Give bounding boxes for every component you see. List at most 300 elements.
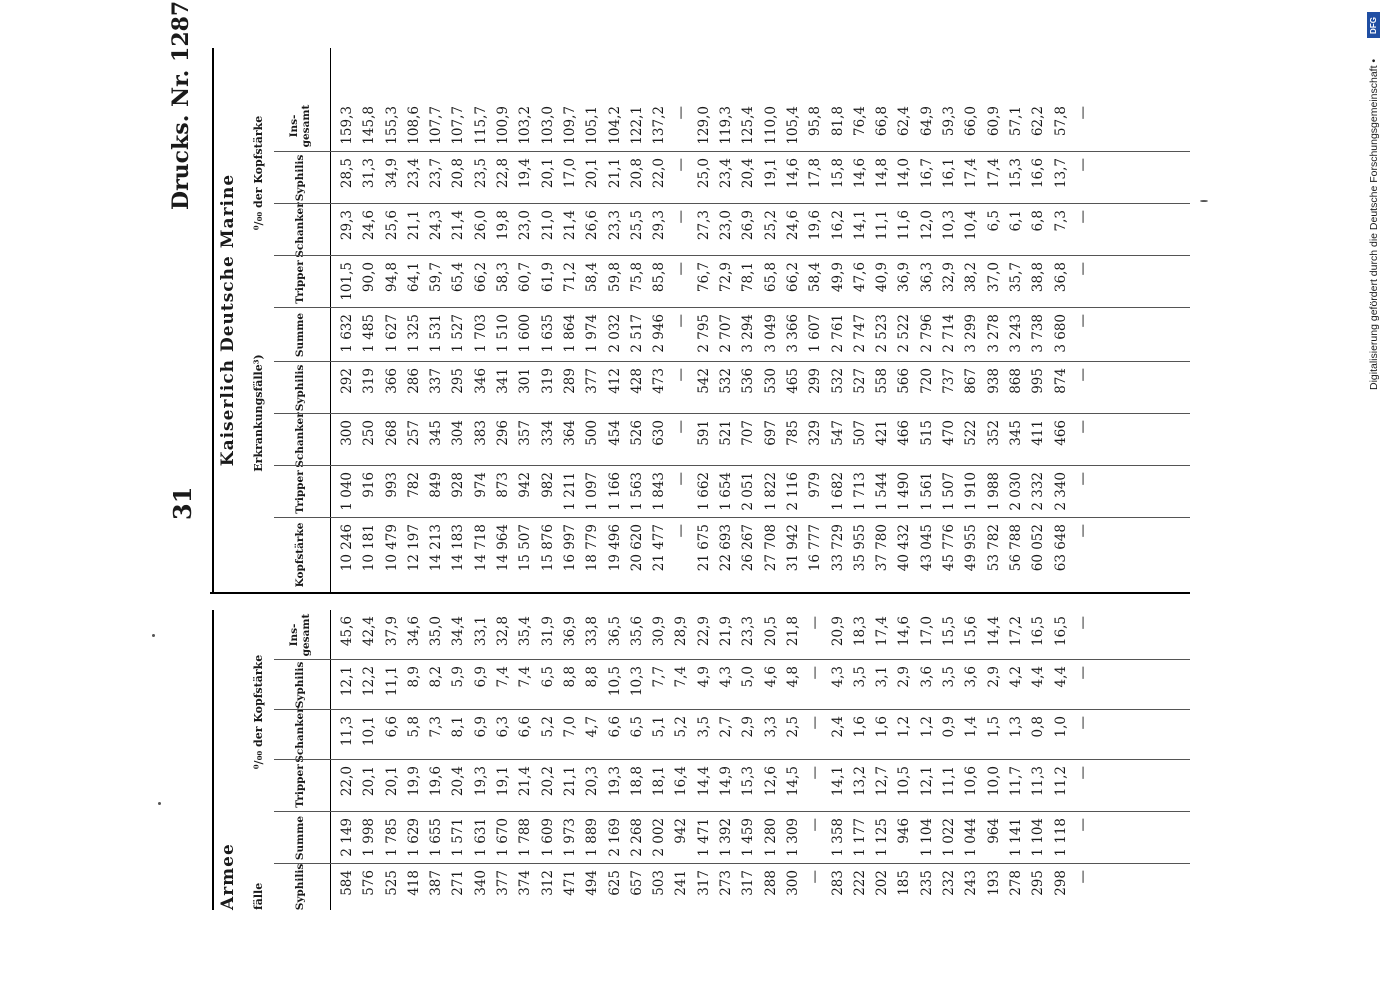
navy-header-0: Kopfstärke [274, 517, 328, 592]
table-cell: 7,4 [517, 666, 534, 688]
table-cell: 37,9 [383, 616, 400, 647]
table-cell: 3,5 [851, 666, 868, 688]
table-cell: 40,9 [874, 262, 891, 293]
table-cell: 979 [807, 472, 824, 498]
table-cell: 31,9 [539, 616, 556, 647]
table-cell: 26,9 [740, 210, 757, 241]
table-cell: 1 788 [517, 818, 534, 857]
table-cell: 1 632 [339, 314, 355, 353]
table-cell: 1 490 [896, 472, 913, 511]
table-cell: 737 [941, 368, 958, 394]
table-cell: 22,9 [695, 616, 712, 647]
table-cell: 21,4 [450, 210, 467, 241]
table-cell: 49 955 [963, 524, 980, 572]
table-cell: 2 795 [695, 314, 712, 353]
table-cell: 5,0 [740, 666, 757, 688]
army-header-4: Syphilis [274, 659, 328, 710]
table-cell: 45 776 [941, 524, 958, 572]
table-cell: 38,2 [963, 262, 980, 293]
table-cell: 14,6 [896, 616, 913, 647]
table-cell: 58,4 [584, 262, 601, 293]
table-cell: 5,2 [673, 716, 690, 738]
table-cell: 3 243 [1007, 314, 1024, 353]
table-cell: 21,0 [539, 210, 556, 241]
table-cell: 6,6 [517, 716, 534, 738]
navy-column-5 [336, 256, 1094, 308]
table-cell: 101,5 [339, 262, 355, 301]
table-cell: 36,8 [1052, 262, 1069, 293]
dfg-logo-text: DFG [1369, 16, 1379, 34]
table-cell: 1 280 [762, 818, 779, 857]
navy-column-7 [336, 152, 1094, 204]
table-cell: 2 268 [628, 818, 645, 857]
table-cell: — [1074, 616, 1091, 630]
table-cell: 94,8 [383, 262, 400, 293]
table-cell: 58,4 [807, 262, 824, 293]
table-cell: 27,3 [695, 210, 712, 241]
table-cell: 62,4 [896, 106, 913, 137]
table-cell: 2,9 [985, 666, 1002, 688]
table-cell: 507 [851, 420, 868, 446]
table-cell: 874 [1052, 368, 1069, 394]
table-cell: 357 [517, 420, 534, 446]
table-cell: 10,3 [941, 210, 958, 241]
navy-header-6: Schanker [274, 203, 328, 256]
table-cell: 20,1 [361, 766, 378, 797]
table-cell: 286 [405, 368, 422, 394]
table-cell: 22,0 [651, 158, 668, 189]
table-cell: 11,7 [1007, 766, 1024, 797]
table-cell: 387 [428, 870, 445, 896]
table-cell: 3,6 [918, 666, 935, 688]
table-cell: 412 [606, 368, 623, 394]
table-cell: 21,1 [561, 766, 578, 797]
table-cell: 329 [807, 420, 824, 446]
table-cell: 10,4 [963, 210, 980, 241]
table-cell: 1 843 [651, 472, 668, 511]
table-cell: 697 [762, 420, 779, 446]
army-header-5: Ins-gesamt [288, 613, 312, 657]
army-column-5 [336, 610, 1094, 660]
army-header-0: Syphilis [274, 863, 328, 910]
army-table [210, 610, 1190, 910]
table-cell: 1 531 [428, 314, 445, 353]
table-cell: 18,8 [628, 766, 645, 797]
table-cell: 6,9 [472, 666, 489, 688]
table-cell: 37,0 [985, 262, 1002, 293]
table-cell: 317 [695, 870, 712, 896]
table-cell: 4,3 [829, 666, 846, 688]
table-cell: — [1074, 314, 1091, 328]
table-cell: 40 432 [896, 524, 913, 572]
table-cell: 21,4 [517, 766, 534, 797]
table-cell: 25,5 [628, 210, 645, 241]
table-cell: 946 [896, 818, 913, 844]
table-cell: 21,1 [606, 158, 623, 189]
table-cell: 31 942 [784, 524, 801, 572]
table-cell: 1 527 [450, 314, 467, 353]
table-cell: 278 [1007, 870, 1024, 896]
navy-header-3: Syphilis [274, 361, 328, 414]
table-cell: 782 [405, 472, 422, 498]
table-cell: 5,1 [651, 716, 668, 738]
table-cell: — [807, 716, 824, 730]
table-cell: 3 366 [784, 314, 801, 353]
table-cell: 785 [784, 420, 801, 446]
table-cell: 14,1 [851, 210, 868, 241]
table-cell: 95,8 [807, 106, 824, 137]
navy-column-3 [336, 362, 1094, 414]
table-cell: 377 [584, 368, 601, 394]
table-cell: 1 104 [1030, 818, 1047, 857]
table-cell: 21,1 [405, 210, 422, 241]
table-cell: 14,0 [896, 158, 913, 189]
table-cell: 6,5 [985, 210, 1002, 232]
table-cell: 2 523 [874, 314, 891, 353]
table-cell: 21,4 [561, 210, 578, 241]
table-cell: 16,1 [941, 158, 958, 189]
table-cell: 2 796 [918, 314, 935, 353]
table-cell: 20 620 [628, 524, 645, 572]
army-column-3 [336, 710, 1094, 760]
army-column-1 [336, 812, 1094, 864]
table-cell: 12,7 [874, 766, 891, 797]
table-cell: 30,9 [651, 616, 668, 647]
table-cell: 36,3 [918, 262, 935, 293]
table-cell: 35,0 [428, 616, 445, 647]
table-cell: 536 [740, 368, 757, 394]
table-cell: — [1074, 870, 1091, 884]
dfg-logo [1367, 12, 1380, 38]
table-cell: 20,8 [450, 158, 467, 189]
speck [158, 802, 161, 805]
table-cell: 526 [628, 420, 645, 446]
table-cell: 1 864 [561, 314, 578, 353]
table-cell: 19,6 [428, 766, 445, 797]
table-cell: 8,8 [584, 666, 601, 688]
table-cell: 3,5 [941, 666, 958, 688]
table-cell: 630 [651, 420, 668, 446]
table-cell: 2 332 [1030, 472, 1047, 511]
table-cell: 19,1 [495, 766, 512, 797]
table-cell: 23,4 [718, 158, 735, 189]
table-cell: 47,6 [851, 262, 868, 293]
table-cell: 1 022 [941, 818, 958, 857]
table-cell: 16,5 [1052, 616, 1069, 647]
table-cell: 10,3 [628, 666, 645, 697]
table-cell: 10 181 [361, 524, 378, 572]
table-cell: 1 662 [695, 472, 712, 511]
table-cell: 12 197 [405, 524, 422, 572]
table-cell: 24,6 [784, 210, 801, 241]
table-cell: 15,3 [1007, 158, 1024, 189]
navy-rate-title: ⁰/₀₀ der Kopfstärke [252, 115, 265, 231]
table-cell: 59,7 [428, 262, 445, 293]
table-cell: 849 [428, 472, 445, 498]
top-rule [212, 48, 214, 592]
table-cell: 547 [829, 420, 846, 446]
table-cell: 3,6 [963, 666, 980, 688]
table-cell: 2 522 [896, 314, 913, 353]
table-cell: 14,4 [985, 616, 1002, 647]
table-cell: 103,2 [517, 106, 534, 145]
table-cell: 34,9 [383, 158, 400, 189]
table-cell: 32,8 [495, 616, 512, 647]
table-cell: 3 299 [963, 314, 980, 353]
table-cell: 938 [985, 368, 1002, 394]
navy-title: Kaiserlich Deutsche Marine [218, 173, 238, 467]
attribution-strip [1366, 0, 1382, 1000]
statistics-table [210, 50, 1190, 910]
table-cell: 61,9 [539, 262, 556, 293]
table-cell: 16 997 [561, 524, 578, 572]
table-cell: 2,7 [718, 716, 735, 738]
table-cell: 566 [896, 368, 913, 394]
table-cell: 3 680 [1052, 314, 1069, 353]
navy-header-8: Ins-gesamt [288, 104, 312, 148]
speck [152, 634, 155, 637]
table-cell: 26,0 [472, 210, 489, 241]
table-cell: 1 358 [829, 818, 846, 857]
table-cell: 75,8 [628, 262, 645, 293]
table-cell: 21,8 [784, 616, 801, 647]
table-cell: 14,4 [695, 766, 712, 797]
table-cell: 13,7 [1052, 158, 1069, 189]
table-cell: 1 998 [361, 818, 378, 857]
table-cell: 57,1 [1007, 106, 1024, 137]
table-cell: 232 [941, 870, 958, 896]
table-cell: 916 [361, 472, 378, 498]
table-cell: 298 [1052, 870, 1069, 896]
navy-column-8 [336, 100, 1094, 152]
table-cell: 16,5 [1030, 616, 1047, 647]
table-cell: 3 294 [740, 314, 757, 353]
table-cell: 5,2 [539, 716, 556, 738]
table-cell: 27 708 [762, 524, 779, 572]
table-cell: 300 [339, 420, 355, 446]
table-cell: 250 [361, 420, 378, 446]
army-rate-title: ⁰/₀₀ der Kopfstärke [252, 654, 265, 770]
table-cell: 243 [963, 870, 980, 896]
table-cell: 1 044 [963, 818, 980, 857]
table-cell: 12,2 [361, 666, 378, 697]
table-cell: 1,0 [1052, 716, 1069, 738]
table-cell: 20,8 [628, 158, 645, 189]
table-cell: 257 [405, 420, 422, 446]
table-cell: 76,4 [851, 106, 868, 137]
table-cell: 10,1 [361, 716, 378, 747]
table-cell: 64,1 [405, 262, 422, 293]
table-cell: 19,3 [472, 766, 489, 797]
table-cell: 104,2 [606, 106, 623, 145]
table-cell: 720 [918, 368, 935, 394]
table-cell: 34,6 [405, 616, 422, 647]
army-cases-title: fälle [252, 882, 265, 910]
table-cell: 14 213 [428, 524, 445, 572]
table-cell: 6,8 [1030, 210, 1047, 232]
table-cell: 7,7 [651, 666, 668, 688]
table-cell: — [1074, 368, 1091, 382]
table-cell: 4,9 [695, 666, 712, 688]
table-cell: 1 544 [874, 472, 891, 511]
table-cell: 1 510 [495, 314, 512, 353]
table-cell: 20,4 [740, 158, 757, 189]
navy-cases-title: Erkrankungsfälle³) [252, 354, 265, 472]
table-cell: 11,2 [1052, 766, 1069, 797]
header-rule [330, 610, 331, 910]
table-cell: 1,6 [851, 716, 868, 738]
table-cell: 2,5 [784, 716, 801, 738]
table-cell: 1 822 [762, 472, 779, 511]
table-cell: 16 777 [807, 524, 824, 572]
table-cell: 11,3 [339, 716, 355, 747]
table-cell: 19 496 [606, 524, 623, 572]
table-cell: 23,7 [428, 158, 445, 189]
table-cell: 155,3 [383, 106, 400, 145]
table-cell: 6,6 [383, 716, 400, 738]
table-cell: 16,7 [918, 158, 935, 189]
army-column-0 [336, 864, 1094, 910]
table-cell: 14,6 [784, 158, 801, 189]
table-cell: 522 [963, 420, 980, 446]
table-cell: 2,4 [829, 716, 846, 738]
table-cell: 38,8 [1030, 262, 1047, 293]
table-cell: — [807, 870, 824, 884]
table-cell: — [807, 666, 824, 680]
table-cell: 494 [584, 870, 601, 896]
table-cell: 1 670 [495, 818, 512, 857]
table-cell: 29,3 [651, 210, 668, 241]
table-cell: 12,6 [762, 766, 779, 797]
table-cell: 25,2 [762, 210, 779, 241]
table-cell: 7,0 [561, 716, 578, 738]
table-cell: 1,2 [896, 716, 913, 738]
table-cell: 21 477 [651, 524, 668, 572]
table-cell: 1 563 [628, 472, 645, 511]
table-cell: 26,6 [584, 210, 601, 241]
navy-header-1: Tripper [274, 465, 328, 518]
table-cell: 466 [1052, 420, 1069, 446]
table-cell: 500 [584, 420, 601, 446]
table-cell: — [1074, 472, 1091, 486]
table-cell: 14,9 [718, 766, 735, 797]
table-cell: 59,3 [941, 106, 958, 137]
table-cell: 312 [539, 870, 556, 896]
table-cell: 22,8 [495, 158, 512, 189]
table-cell: 60,9 [985, 106, 1002, 137]
table-cell: 0,9 [941, 716, 958, 738]
table-cell: 65,4 [450, 262, 467, 293]
table-cell: 24,3 [428, 210, 445, 241]
table-cell: 19,4 [517, 158, 534, 189]
table-cell: 868 [1007, 368, 1024, 394]
table-cell: 18,1 [651, 766, 668, 797]
table-cell: — [1074, 420, 1091, 434]
table-cell: 4,4 [1030, 666, 1047, 688]
table-cell: 14 964 [495, 524, 512, 572]
table-cell: 19,6 [807, 210, 824, 241]
table-cell: 23,3 [740, 616, 757, 647]
table-cell: 7,3 [428, 716, 445, 738]
table-cell: 1 325 [405, 314, 422, 353]
table-cell: 1 713 [851, 472, 868, 511]
table-cell: 20,4 [450, 766, 467, 797]
table-cell: 222 [851, 870, 868, 896]
table-cell: 470 [941, 420, 958, 446]
table-cell: 525 [383, 870, 400, 896]
table-cell: 1 973 [561, 818, 578, 857]
table-cell: 471 [561, 870, 578, 896]
table-cell: 1 635 [539, 314, 556, 353]
table-cell: 1,3 [1007, 716, 1024, 738]
table-cell: 1 177 [851, 818, 868, 857]
table-cell: 66,2 [472, 262, 489, 293]
table-cell: 319 [361, 368, 378, 394]
table-cell: 10,6 [963, 766, 980, 797]
table-cell: — [1074, 262, 1091, 276]
table-cell: 10,5 [896, 766, 913, 797]
table-cell: 411 [1030, 420, 1047, 446]
table-cell: 78,1 [740, 262, 757, 293]
table-cell: 7,3 [1052, 210, 1069, 232]
table-cell: 289 [561, 368, 578, 394]
table-cell: 23,3 [606, 210, 623, 241]
table-cell: — [1074, 818, 1091, 832]
table-cell: 4,6 [762, 666, 779, 688]
table-cell: 33 729 [829, 524, 846, 572]
table-cell: 4,7 [584, 716, 601, 738]
table-cell: 1 571 [450, 818, 467, 857]
table-cell: 527 [851, 368, 868, 394]
table-cell: 105,4 [784, 106, 801, 145]
table-cell: 995 [1030, 368, 1047, 394]
table-cell: 14,6 [851, 158, 868, 189]
table-cell: 12,1 [918, 766, 935, 797]
table-cell: — [1074, 524, 1091, 538]
table-cell: 36,9 [561, 616, 578, 647]
table-cell: 3 738 [1030, 314, 1047, 353]
table-cell: 1 910 [963, 472, 980, 511]
table-cell: 3,5 [695, 716, 712, 738]
table-cell: — [807, 818, 824, 832]
table-cell: 110,0 [762, 106, 779, 145]
navy-header-5: Tripper [274, 255, 328, 308]
table-cell: 421 [874, 420, 891, 446]
table-cell: 13,2 [851, 766, 868, 797]
table-cell: 14 718 [472, 524, 489, 572]
table-cell: 103,0 [539, 106, 556, 145]
table-cell: 17,2 [1007, 616, 1024, 647]
table-cell: 532 [829, 368, 846, 394]
table-cell: 5,8 [405, 716, 422, 738]
table-cell: 21 675 [695, 524, 712, 572]
table-cell: 57,8 [1052, 106, 1069, 137]
table-cell: 58,3 [495, 262, 512, 293]
table-cell: 21,9 [718, 616, 735, 647]
table-cell: 31,3 [361, 158, 378, 189]
table-cell: 584 [339, 870, 355, 896]
table-cell: 657 [628, 870, 645, 896]
table-cell: 345 [428, 420, 445, 446]
navy-column-0 [336, 518, 1094, 592]
table-cell: 1 609 [539, 818, 556, 857]
table-cell: 576 [361, 870, 378, 896]
table-cell: 1 785 [383, 818, 400, 857]
army-header-3: Schanker [274, 709, 328, 760]
table-cell: 341 [495, 368, 512, 394]
table-cell: 3,3 [762, 716, 779, 738]
table-cell: 19,9 [405, 766, 422, 797]
